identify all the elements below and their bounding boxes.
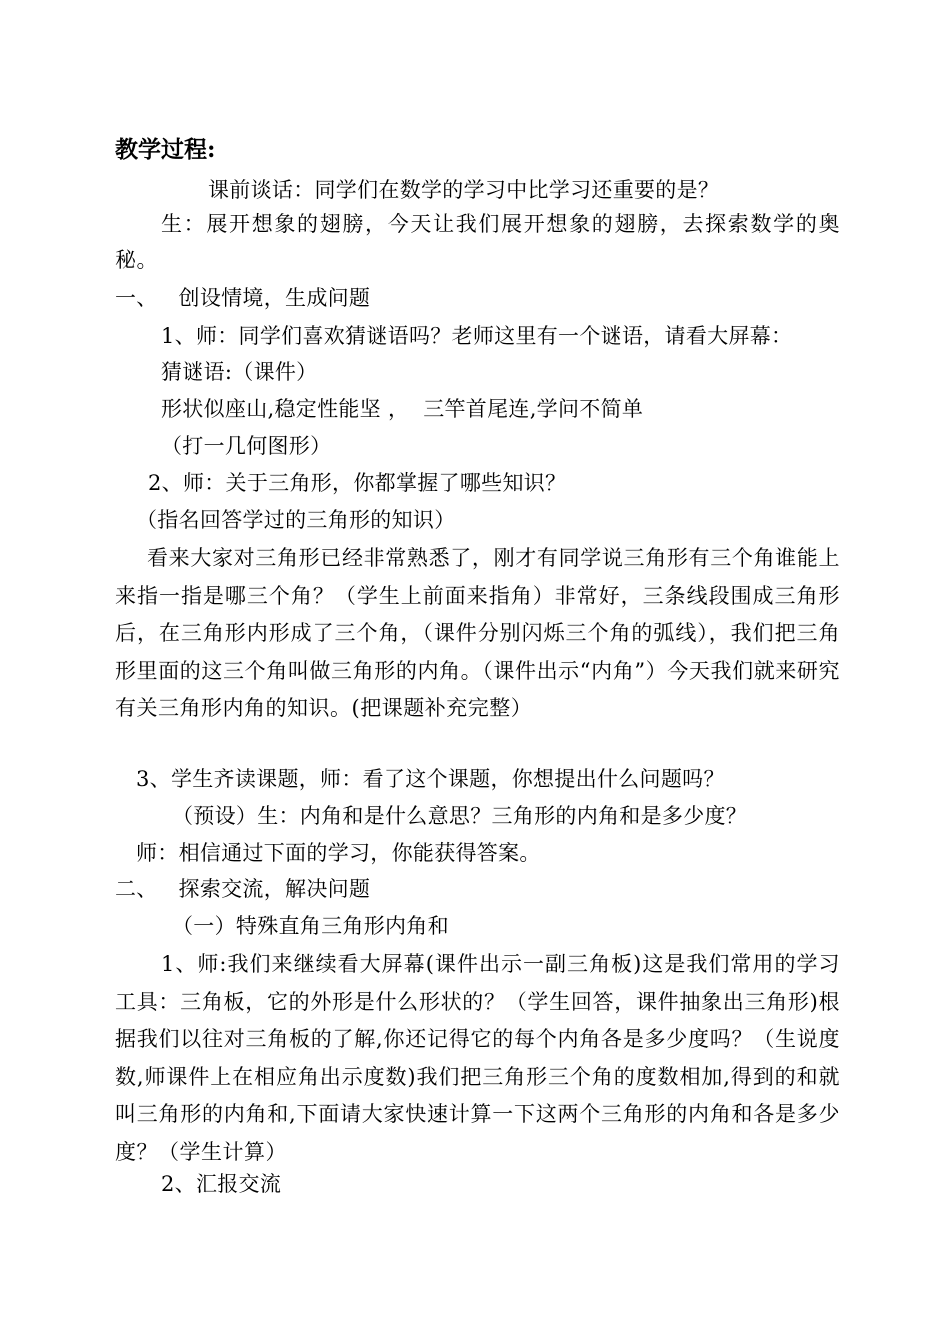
- section-one-item-3-teacher: 师：相信通过下面的学习，你能获得答案。: [136, 841, 541, 865]
- section-one-item-3: 3、学生齐读课题，师：看了这个课题，你想提出什么问题吗？: [136, 767, 725, 791]
- riddle-label: 猜谜语:（课件）: [161, 360, 318, 384]
- section-one-item-2-note: （指名回答学过的三角形的知识）: [136, 508, 456, 532]
- intro-talk-line: 课前谈话：同学们在数学的学习中比学习还重要的是？: [208, 178, 720, 202]
- riddle-text: 形状似座山,稳定性能坚 ， 三竿首尾连,学问不简单: [161, 397, 644, 421]
- section-one-item-2: 2、师：关于三角形，你都掌握了哪些知识？: [148, 471, 567, 495]
- section-two-title: 二、 探索交流，解决问题: [115, 877, 371, 901]
- section-one-title: 一、 创设情境，生成问题: [115, 286, 371, 310]
- section-two-item-2: 2、汇报交流: [161, 1172, 282, 1196]
- section-heading: 教学过程:: [115, 136, 216, 163]
- section-two-paragraph: 1、师:我们来继续看大屏幕(课件出示一副三角板)这是我们常用的学习工具：三角板，它的外形是什么形状的？（学生回答，课件抽象出三角形)根据我们以往对三角板的了解,你还记得它的每个内角各是多少度吗？（生说度数,师课件上在相应角出示度数)我们把三角形三个角的度数相加,得到的和就叫三角形的内角和,下面请大家快速计算一下这两个三角形的内角和各是多少度？（学生计算）: [115, 952, 840, 1164]
- section-two-subheading-1: （一）特殊直角三角形内角和: [172, 914, 449, 938]
- student-answer-paragraph: 生：展开想象的翅膀，今天让我们展开想象的翅膀，去探索数学的奥秘。: [115, 212, 840, 272]
- section-one-paragraph: 看来大家对三角形已经非常熟悉了，刚才有同学说三角形有三个角谁能上来指一指是哪三个角？（学生上前面来指角）非常好，三条线段围成三角形后，在三角形内形成了三个角，（课件分别闪烁三个角的弧线），我们把三角形里面的这三个角叫做三角形的内角。（课件出示“内角”）今天我们就来研究有关三角形内角的知识。(把课题补充完整）: [115, 546, 840, 721]
- riddle-hint: （打一几何图形）: [161, 434, 332, 458]
- section-one-item-1: 1、师：同学们喜欢猜谜语吗？老师这里有一个谜语，请看大屏幕：: [161, 324, 793, 348]
- section-one-item-3-preset: （预设）生：内角和是什么意思？三角形的内角和是多少度？: [172, 804, 748, 828]
